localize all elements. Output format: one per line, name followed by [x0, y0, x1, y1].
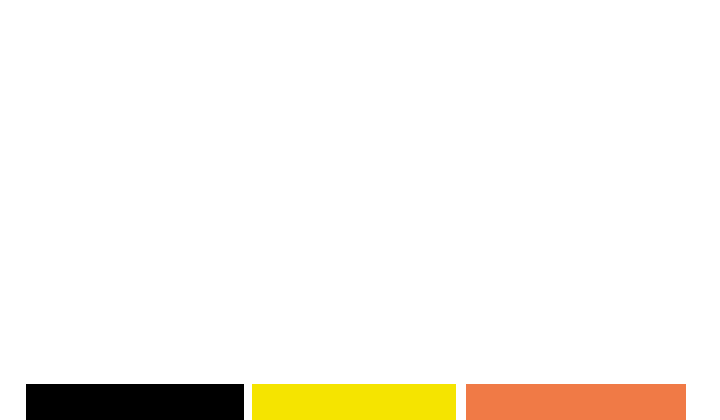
legend-mixed-waste	[26, 384, 244, 420]
legend-plastics	[252, 384, 456, 420]
legend-bio	[466, 384, 686, 420]
